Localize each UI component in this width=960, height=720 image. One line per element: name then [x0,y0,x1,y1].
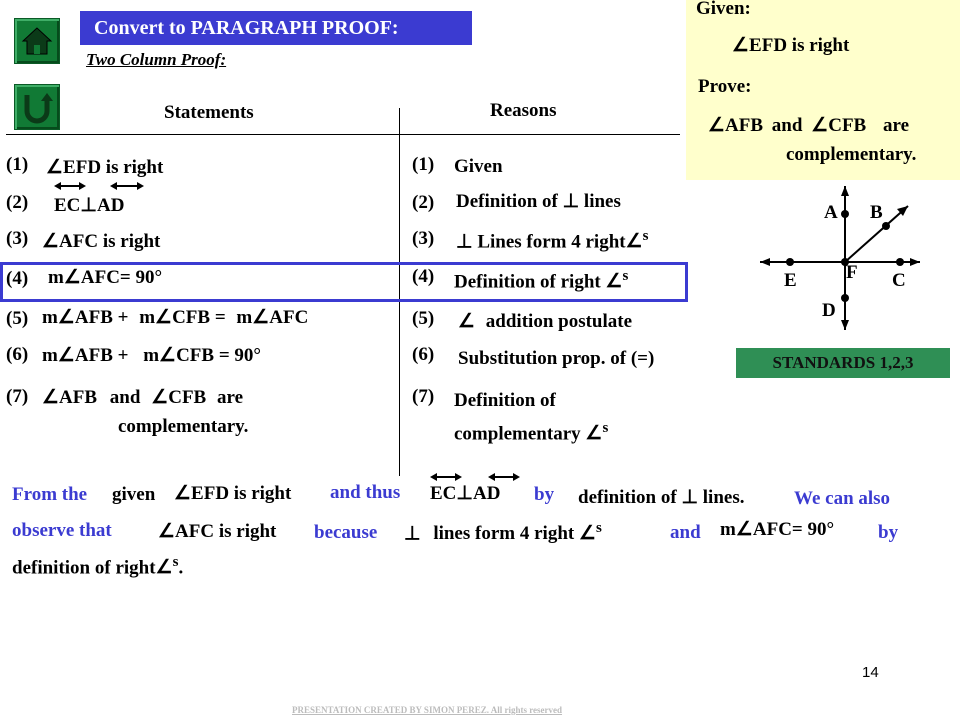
prove-label: Prove: [698,76,752,97]
para-measure-text: AFC= 90° [752,519,835,540]
line-arrows-icon [54,178,154,194]
point-c-label: C [892,270,906,291]
angle-icon: ∠ [158,521,176,542]
para-afc [158,520,276,543]
reason-5 [458,310,632,333]
angle-icon: ∠ [732,35,750,56]
statement-5 [42,306,308,329]
given-text: EFD is right [749,35,850,56]
word-are: are [216,387,244,408]
prove-statement [708,114,909,137]
para-perp-lines [404,520,602,545]
statement-1 [46,156,163,179]
term-cfb: CFB [168,387,207,408]
angle-icon: ∠ [46,157,64,178]
home-button[interactable] [14,18,60,64]
angle-icon: ∠ [57,345,75,366]
segment-ad: AD [96,195,125,216]
reason-2-lines: lines [583,191,621,212]
perpendicular-icon: ⊥ [456,483,473,504]
measure-m: m [236,307,253,328]
statement-4-text: AFC= 90° [80,267,163,288]
page-title: Convert to PARAGRAPH PROOF: [80,11,472,45]
statement-7-cont: complementary. [118,416,249,437]
angle-icon: ∠ [42,387,60,408]
statement-7 [42,386,243,409]
angle-icon: ∠ [252,307,270,328]
reason-2 [456,190,621,213]
reason-num-2: (2) [412,192,435,213]
stmt-num-2: (2) [6,192,29,213]
measure-m: m [143,345,160,366]
para-measure [720,518,834,541]
statement-1-text: EFD is right [63,157,164,178]
reason-num-5: (5) [412,308,435,329]
measure-m: m [48,267,64,288]
u-turn-icon [15,85,59,129]
angle-icon: ∠ [155,307,173,328]
word-are: are [882,115,910,136]
standards-badge: STANDARDS 1,2,3 [736,348,950,378]
reason-5-text: addition postulate [485,311,633,332]
term-afb: AFB [59,387,98,408]
angle-icon: ∠ [605,271,623,293]
point-a-label: A [824,202,838,223]
segment-ec: EC [54,195,81,216]
angle-icon: ∠ [151,387,169,408]
plural-s: s [172,554,179,570]
reason-4 [454,268,628,293]
statement-3 [42,230,160,253]
prove-cfb: CFB [828,115,867,136]
angle-icon: ∠ [585,423,603,445]
angle-icon: ∠ [578,523,597,545]
para-by-2: by [878,522,899,543]
para-efd-text: EFD is right [191,483,292,504]
given-label: Given: [696,0,751,19]
point-f-label: F [846,262,858,283]
perpendicular-icon: ⊥ [562,191,580,212]
para-and: and [670,522,701,543]
stmt-num-4: (4) [6,268,29,289]
stmt-num-5: (5) [6,308,29,329]
perpendicular-icon: ⊥ [456,231,473,253]
para-observe-that: observe that [12,520,112,541]
angle-icon: ∠ [458,311,476,332]
para-def-text: definition of [578,487,677,508]
word-and: and [771,115,803,136]
prove-afb: AFB [725,115,764,136]
statement-6 [42,344,261,367]
reasons-header: Reasons [490,100,557,121]
period: . [178,557,184,579]
given-statement [732,34,849,57]
statement-2 [54,178,154,217]
reason-7-cont [454,420,608,445]
point-d-label: D [822,300,836,321]
para-from-the: From the [12,484,88,505]
angle-icon: ∠ [159,345,177,366]
perpendicular-icon: ⊥ [681,487,699,508]
measure-m: m [42,307,58,328]
para-def-right [12,554,183,579]
reason-4-text: Definition of right [454,271,601,293]
geometry-diagram [760,186,930,336]
reason-3-text: Lines form 4 right [477,231,626,253]
plural-s: s [642,228,649,244]
angle-icon: ∠ [811,115,829,136]
para-by: by [534,484,555,505]
measure-m: m [720,519,736,540]
plural-s: s [602,420,609,436]
measure-m: m [139,307,156,328]
para-def-right-text: definition of right [12,557,156,579]
angle-icon: ∠ [625,231,643,253]
term-cfb: CFB = 90° [176,345,262,366]
subtitle: Two Column Proof: [86,50,227,69]
perpendicular-icon: ⊥ [80,195,97,216]
statement-3-text: AFC is right [59,231,161,252]
para-lines-form-text: lines form 4 right [433,523,575,545]
term-afb: AFB + [74,345,129,366]
reason-6: Substitution prop. of (=) [458,348,655,369]
angle-icon: ∠ [57,307,75,328]
given-prove-panel [686,0,960,180]
angle-icon: ∠ [735,519,753,540]
term-afb: AFB + [74,307,129,328]
para-afc-text: AFC is right [175,521,277,542]
stmt-num-1: (1) [6,154,29,175]
plural-s: s [622,268,629,284]
angle-icon: ∠ [63,267,81,288]
header-divider [6,134,680,135]
angle-icon: ∠ [155,557,173,579]
measure-m: m [42,345,58,366]
return-button[interactable] [14,84,60,130]
para-and-thus: and thus [330,482,401,503]
reason-7: Definition of [454,390,556,411]
para-given: given [112,484,156,505]
reason-7-text: complementary [454,423,581,445]
footer-credit[interactable]: PRESENTATION CREATED BY SIMON PEREZ. All rights reserved [292,705,563,715]
angle-icon: ∠ [174,483,192,504]
para-efd [174,482,291,505]
segment-ad: AD [472,483,501,504]
statements-header: Statements [164,102,254,123]
statement-4 [48,266,162,289]
stmt-num-7: (7) [6,386,29,407]
reason-num-1: (1) [412,154,435,175]
plural-s: s [596,520,602,536]
reason-num-4: (4) [412,266,435,287]
point-e-label: E [784,270,797,291]
para-ec-ad [430,470,524,505]
reason-1: Given [454,156,503,177]
reason-3 [456,228,649,253]
segment-ec: EC [430,483,457,504]
para-def-lines [578,486,744,509]
page-number: 14 [862,664,879,681]
prove-cont: complementary. [786,144,917,165]
reason-num-6: (6) [412,344,435,365]
reason-num-3: (3) [412,228,435,249]
angle-icon: ∠ [42,231,60,252]
stmt-num-3: (3) [6,228,29,249]
point-b-label: B [870,202,883,223]
perpendicular-icon: ⊥ [404,523,421,545]
reason-2-text: Definition of [456,191,558,212]
reason-num-7: (7) [412,386,435,407]
term-afc: AFC [269,307,309,328]
angle-icon: ∠ [708,115,726,136]
para-we-can-also: We can also [794,488,891,509]
para-lines-text: lines. [702,487,745,508]
stmt-num-6: (6) [6,344,29,365]
term-cfb: CFB = [172,307,226,328]
word-and: and [109,387,141,408]
para-because: because [314,522,378,543]
home-icon [15,19,59,63]
